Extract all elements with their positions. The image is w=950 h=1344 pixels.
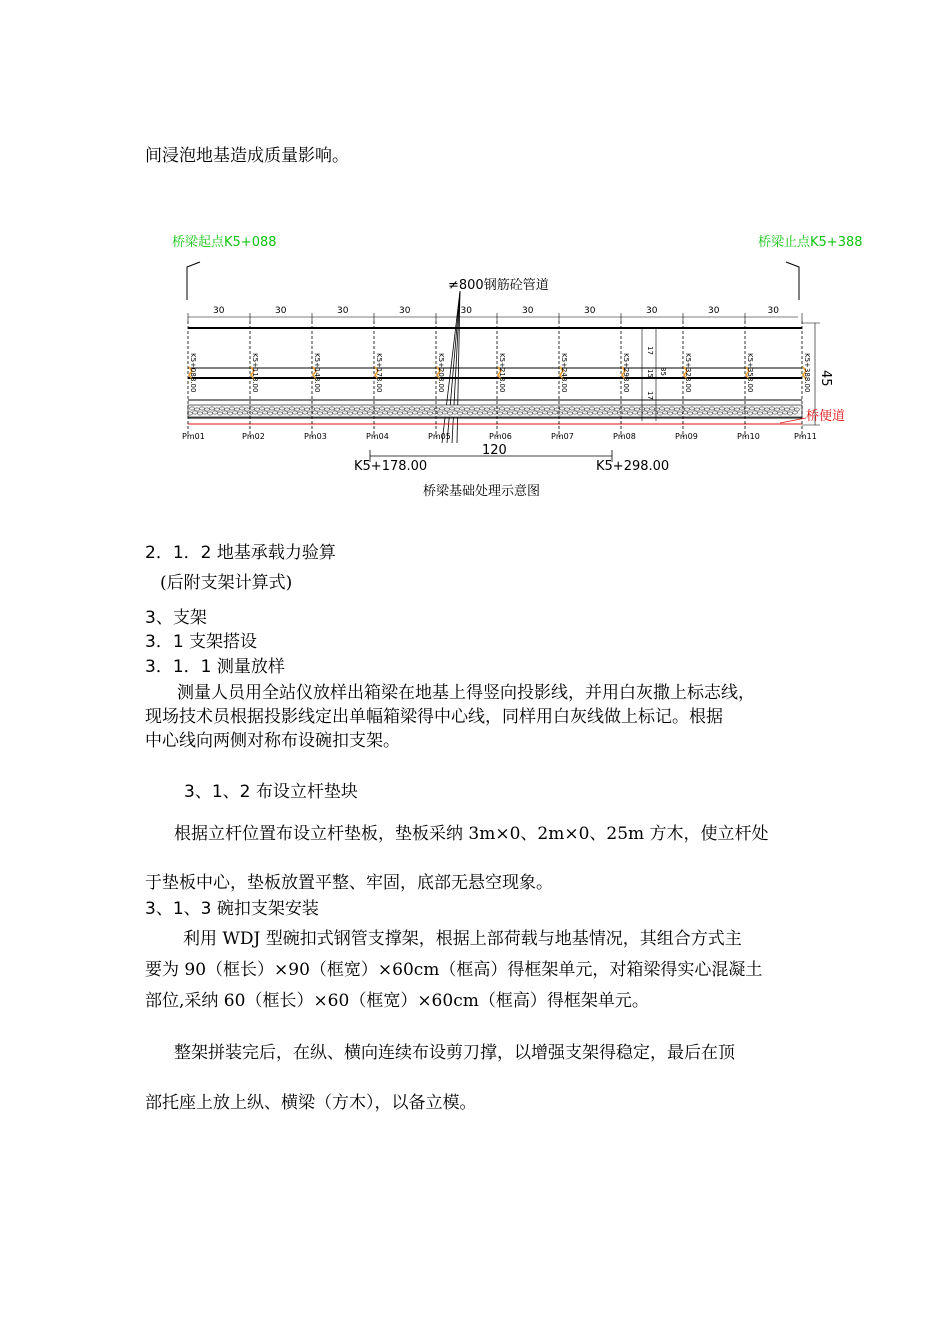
station-label: K5+088.00 — [189, 353, 197, 393]
paragraph-2-line-1: 根据立杆位置布设立杆垫板，垫板采纳 3m×0、2m×0、25m 方木，使立杆处 — [174, 824, 769, 844]
span-dim-label: 30 — [460, 306, 472, 316]
station-label: K5+218.00 — [498, 353, 506, 393]
pier-label: Pm11 — [794, 432, 817, 441]
span-dim-label: 30 — [337, 306, 349, 316]
station-label: K5+148.00 — [313, 353, 321, 393]
pier-label: Pm06 — [489, 432, 512, 441]
pipe-label: ≠800钢筋砼管道 — [448, 278, 549, 293]
span-dim-label: 30 — [767, 306, 779, 316]
vertical-dim-3: 15 — [646, 369, 654, 378]
station-label: K5+328.00 — [684, 353, 692, 393]
pier-label: Pm09 — [675, 432, 698, 441]
length-dimension: 120 — [482, 443, 507, 458]
paragraph-1-line-2: 现场技术员根据投影线定出单幅箱梁得中心线，同样用白灰线做上标记。根据 — [145, 707, 723, 727]
vertical-dim-2: 35 — [659, 367, 667, 376]
detour-label: 桥便道 — [806, 409, 846, 424]
station-label: K5+248.00 — [560, 353, 568, 393]
paragraph-2-line-2: 于垫板中心，垫板放置平整、牢固，底部无悬空现象。 — [145, 873, 553, 893]
station-label: K5+178.00 — [375, 353, 383, 393]
pier-label: Pm07 — [551, 432, 574, 441]
pier-label: Pm04 — [366, 432, 389, 441]
paragraph-1-line-1: 测量人员用全站仪放样出箱梁在地基上得竖向投影线，并用白灰撒上标志线， — [177, 683, 755, 703]
bridge-foundation-diagram — [170, 225, 870, 510]
paragraph-3-line-2: 要为 90（框长）×90（框宽）×60cm（框高）得框架单元，对箱梁得实心混凝土 — [145, 960, 763, 980]
heading-3-1-2: 3、1、2 布设立杆垫块 — [184, 782, 358, 802]
vertical-dim-1: 17 — [646, 346, 654, 355]
span-dim-label: 30 — [584, 306, 596, 316]
station-label: K5+118.00 — [251, 353, 259, 393]
vertical-dim-4: 17 — [646, 391, 654, 400]
paragraph-1-line-3: 中心线向两侧对称布设碗扣支架。 — [145, 731, 400, 751]
pier-label: Pm02 — [242, 432, 265, 441]
station-label: K5+208.00 — [437, 353, 445, 393]
heading-3: 3、支架 — [145, 608, 207, 628]
span-dim-label: 30 — [708, 306, 720, 316]
station-label: K5+298.00 — [622, 353, 630, 393]
paragraph-3-line-1: 利用 WDJ 型碗扣式钢管支撑架，根据上部荷载与地基情况，其组合方式主 — [183, 929, 742, 949]
paragraph-4-line-2: 部托座上放上纵、横梁（方木），以备立模。 — [145, 1093, 477, 1113]
calculation-note: (后附支架计算式) — [160, 573, 293, 593]
heading-3-1-1: 3．1．1 测量放样 — [145, 657, 285, 677]
height-dimension: 45 — [818, 370, 833, 387]
left-station-label: K5+178.00 — [354, 459, 428, 474]
span-dim-label: 30 — [213, 306, 225, 316]
span-dim-label: 30 — [275, 306, 287, 316]
station-label: K5+358.00 — [746, 353, 754, 393]
pier-label: Pm03 — [304, 432, 327, 441]
span-dim-label: 30 — [646, 306, 658, 316]
heading-2-1-2: 2．1．2 地基承载力验算 — [145, 543, 336, 563]
intro-line: 间浸泡地基造成质量影响。 — [145, 146, 349, 166]
pier-label: Pm05 — [428, 432, 451, 441]
gravel-layer — [188, 405, 802, 417]
heading-3-1-3: 3、1、3 碗扣支架安装 — [145, 899, 319, 919]
heading-3-1: 3．1 支架搭设 — [145, 632, 258, 652]
paragraph-3-line-3: 部位,采纳 60（框长）×60（框宽）×60cm（框高）得框架单元。 — [145, 991, 649, 1011]
pier-label: Pm10 — [737, 432, 760, 441]
figure-caption: 桥梁基础处理示意图 — [423, 484, 541, 499]
span-dim-label: 30 — [399, 306, 411, 316]
span-dimensions — [188, 306, 802, 321]
pier-label: Pm01 — [182, 432, 205, 441]
bridge-start-label: 桥梁起点K5+088 — [172, 235, 277, 250]
paragraph-4-line-1: 整架拼装完后，在纵、横向连续布设剪刀撑，以增强支架得稳定，最后在顶 — [174, 1043, 735, 1063]
right-station-label: K5+298.00 — [596, 459, 670, 474]
station-label: K5+388.00 — [803, 353, 811, 393]
pier-labels — [182, 432, 817, 441]
pier-label: Pm08 — [613, 432, 636, 441]
bridge-end-label: 桥梁止点K5+388 — [758, 235, 863, 250]
span-dim-label: 30 — [522, 306, 534, 316]
